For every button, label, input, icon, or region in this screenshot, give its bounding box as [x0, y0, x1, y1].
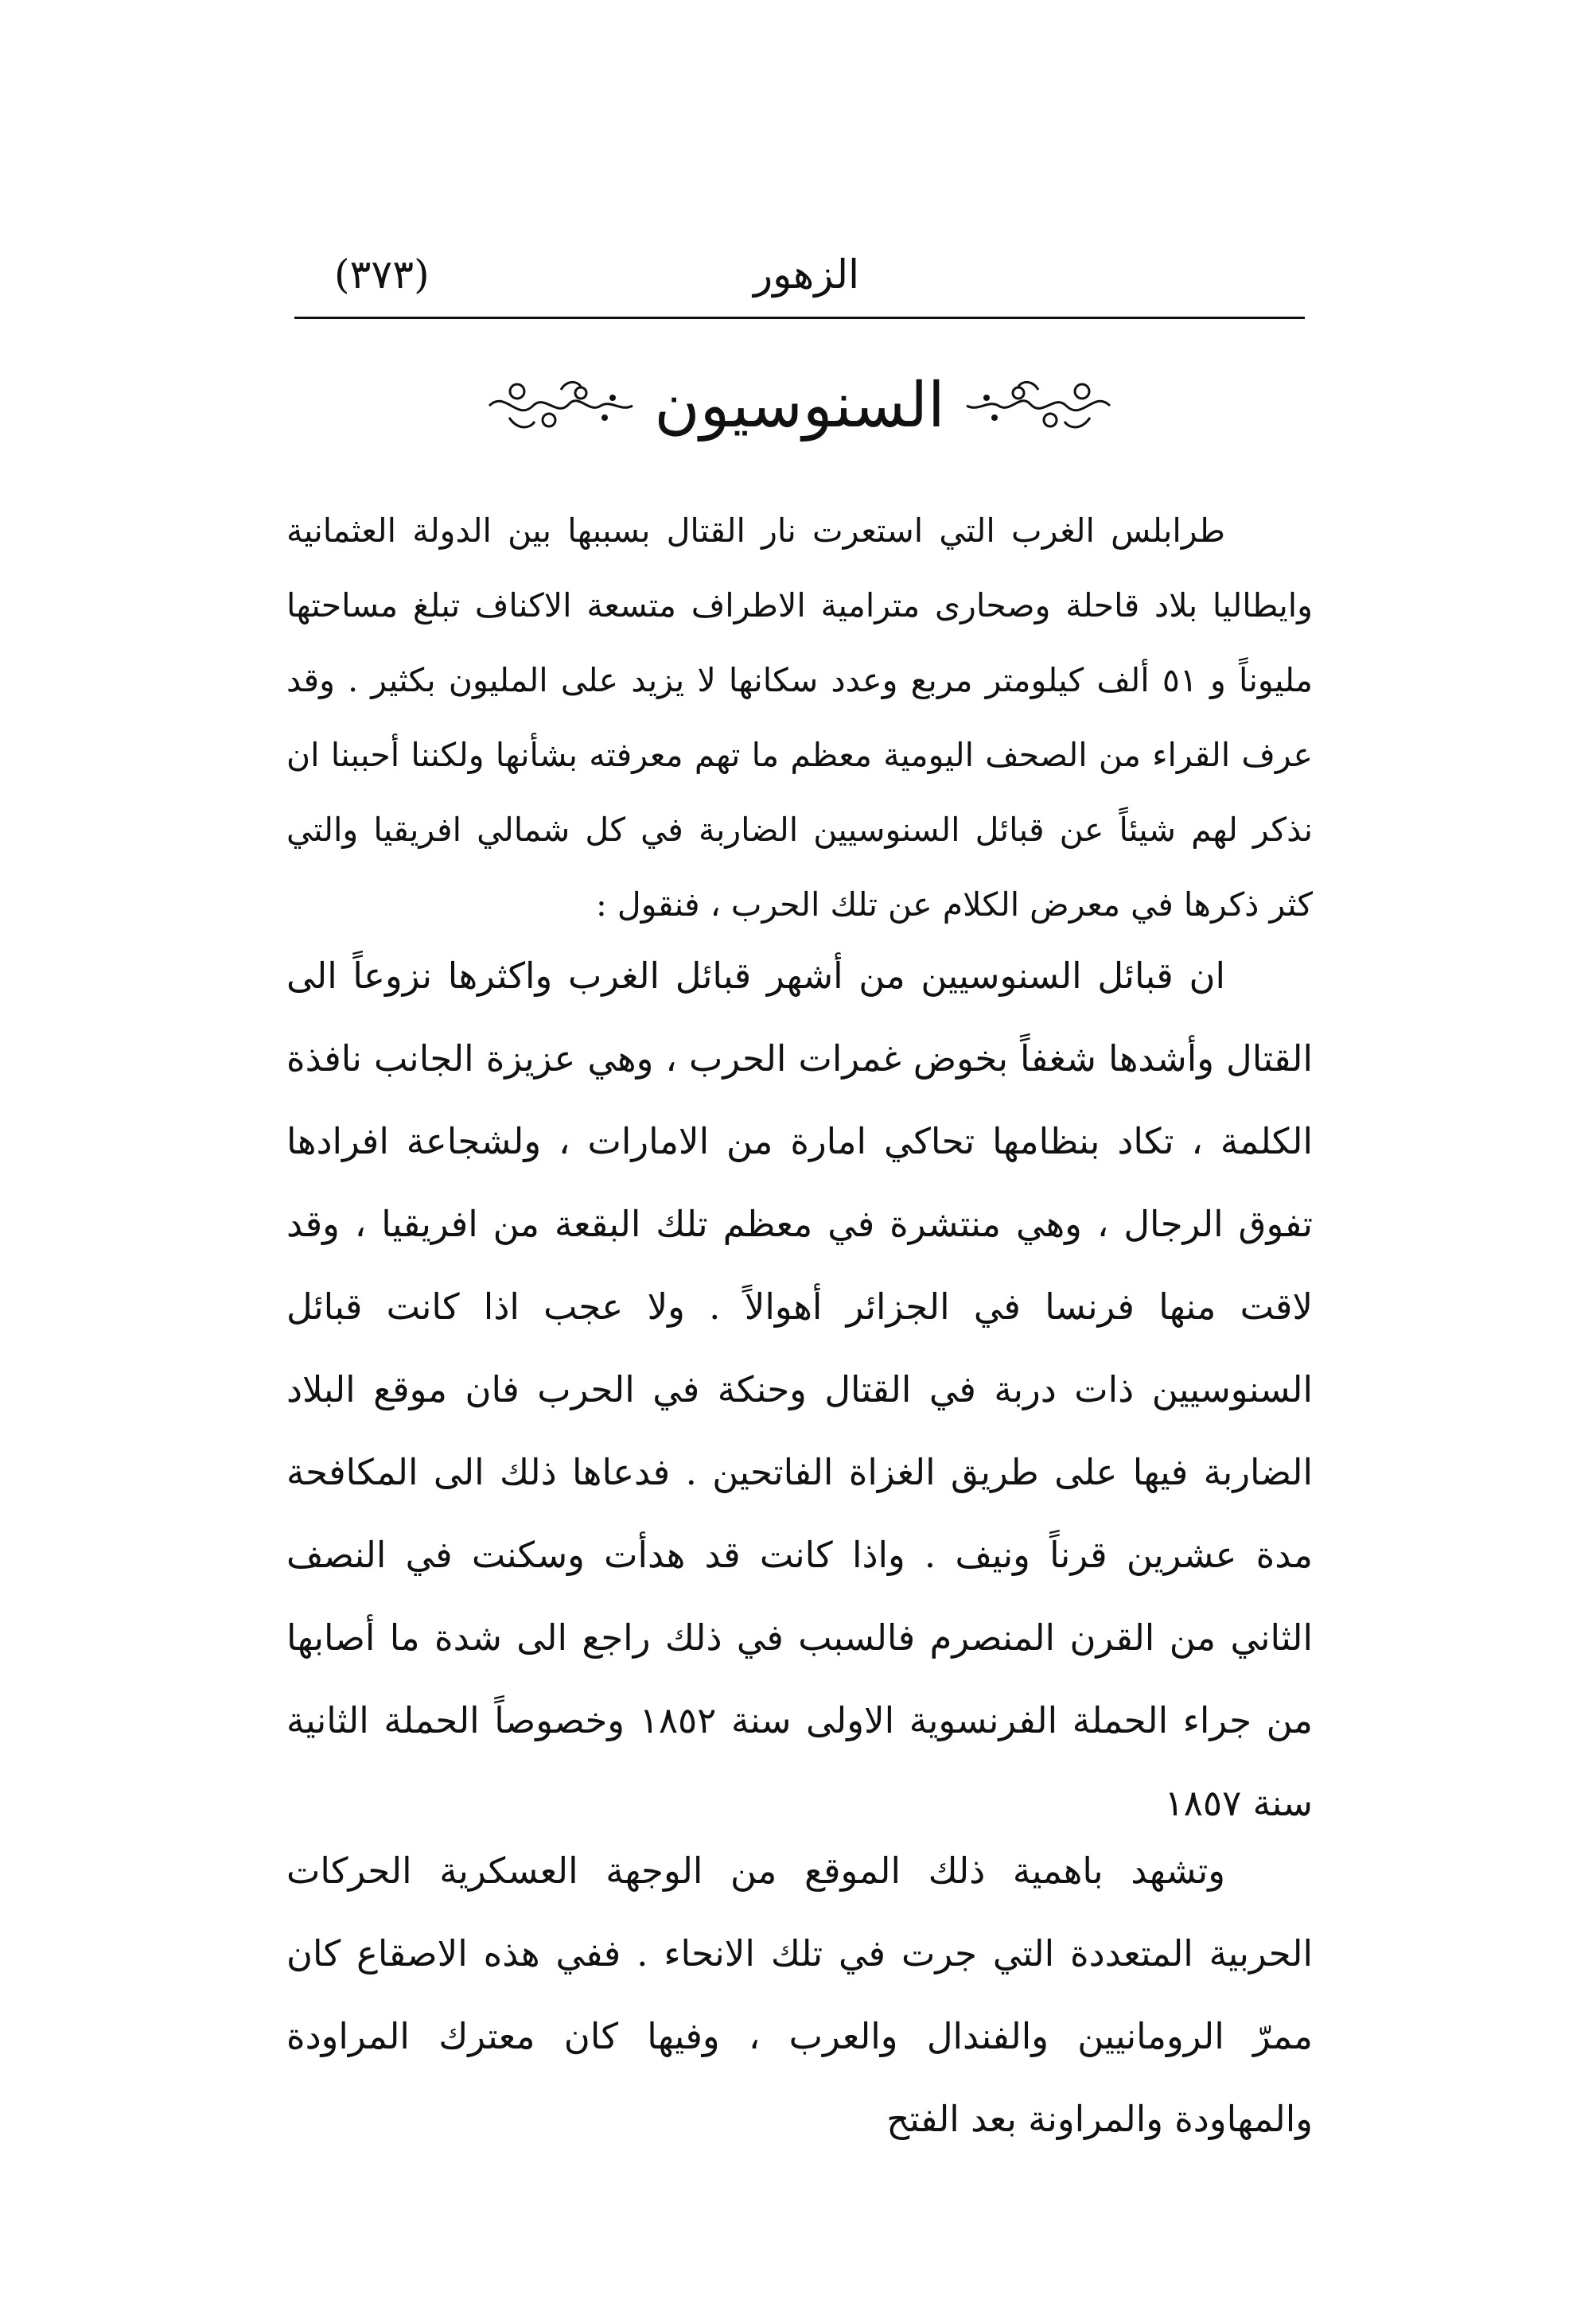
body-paragraph-intro: طرابلس الغرب التي استعرت نار القتال بسببها بين الدولة العثمانية وايطاليا بلاد قاحلة وصحارى مترامية الاطراف متسعة الاكناف تبلغ مساحتها مليوناً و ٥١ ألف كيلومتر مربع وعدد سكانها لا يزيد على المليون بكثير . وقد عرف القراء من الصحف اليومية معظم ما تهم معرفته بشأنها ولكننا أحببنا ان نذكر لهم شيئاً عن قبائل السنوسيين الضاربة في كل شمالي افريقيا والتي كثر ذكرها في معرض الكلام عن تلك الحرب ، فنقول : — [286, 512, 1313, 924]
body-paragraph-location: وتشهد باهمية ذلك الموقع من الوجهة العسكرية الحركات الحربية المتعددة التي جرت في تلك الانحاء . ففي هذه الاصقاع كان ممرّ الرومانيين والفندال والعرب ، وفيها كان معترك المراودة والمهاودة والمراونة بعد الفتح — [286, 1850, 1313, 2140]
article-title-block — [294, 350, 1305, 461]
article-title: السنوسيون — [654, 370, 945, 442]
running-header — [294, 243, 1305, 306]
body-paragraph-tribes: ان قبائل السنوسيين من أشهر قبائل الغرب واكثرها نزوعاً الى القتال وأشدها شغفاً بخوض غمرات الحرب ، وهي عزيزة الجانب نافذة الكلمة ، تكاد بنظامها تحاكي امارة من الامارات ، ولشجاعة افرادها تفوق الرجال ، وهي منتشرة في معظم تلك البقعة من افريقيا ، وقد لاقت منها فرنسا في الجزائر أهوالاً . ولا عجب اذا كانت قبائل السنوسيين ذات دربة في القتال وحنكة في الحرب فان موقع البلاد الضاربة فيها على طريق الغزاة الفاتحين . فدعاها ذلك الى المكافحة مدة عشرين قرناً ونيف . واذا كانت قد هدأت وسكنت في النصف الثاني من القرن المنصرم فالسبب في ذلك راجع الى شدة ما أصابها من جراء الحملة الفرنسوية الاولى سنة ١٨٥٢ وخصوصاً الحملة الثانية سنة ١٨٥٧ — [286, 955, 1313, 1824]
header-rule — [294, 317, 1305, 319]
decorative-flourish-icon — [963, 374, 1114, 438]
decorative-flourish-icon — [485, 374, 636, 438]
page-number: (٣٧٣) — [334, 251, 430, 298]
journal-name: الزهور — [753, 251, 859, 298]
